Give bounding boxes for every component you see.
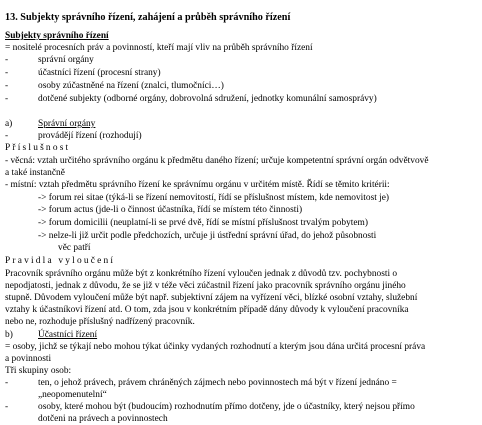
section-b-marker: b): [5, 330, 13, 340]
forum-item: -> forum rei sitae (týká-li se řízení nemovitostí, řídí se příslušnost místem, kde nemovitost je): [38, 193, 390, 203]
paragraph-line: nebo ne, rozhoduje příslušný nadřízený pracovník.: [5, 317, 195, 327]
subjects-heading: Subjekty správního řízení: [5, 31, 109, 41]
list-item: účastníci řízení (procesní strany): [38, 68, 161, 78]
list-item-dash: -: [5, 402, 9, 412]
subjects-definition: = nositelé procesních práv a povinností, kteří mají vliv na průběh správního řízení: [5, 43, 313, 53]
section-a-title: Správní orgány: [38, 119, 96, 129]
forum-item-cont: věc patří: [58, 243, 91, 253]
forum-item: -> nelze-li již určit podle předchozích, určuje ji ústřední správní úřad, do jehož působnosti: [38, 231, 377, 241]
groups-intro: Tři skupiny osob:: [5, 366, 72, 376]
pravidla-heading: Pravidla vyloučení: [5, 256, 116, 266]
group-item-cont: „neopomenutelní“: [38, 390, 107, 400]
group-item: osoby, které mohou být (budoucím) rozhodnutím přímo dotčeny, jde o účastníky, který nejsou přímo: [38, 402, 415, 412]
section-b-definition: = osoby, jichž se týkají nebo mohou týkat účinky vydaných rozhodnutí a kterým jsou dána určitá procesní práva: [5, 342, 426, 352]
list-item-dash: -: [5, 55, 9, 65]
group-item: ten, o jehož právech, právem chráněných zájmech nebo povinnostech má být v řízení jednáno =: [38, 378, 397, 388]
prislusnost-heading: Příslušnost: [5, 143, 71, 153]
list-item-dash: -: [5, 68, 9, 78]
list-item: správní orgány: [38, 55, 94, 65]
forum-item: -> forum actus (jde-li o činnost účastníka, řídí se místem této činnosti): [38, 205, 303, 215]
group-item-cont: dotčeni na právech a povinnostech: [38, 414, 168, 424]
list-item-dash: -: [5, 378, 9, 388]
section-b-title: Účastníci řízení: [38, 330, 98, 340]
forum-item: -> forum domicilii (neuplatní-li se prvé dvě, řídí se místní příslušnost trvalým pobytem): [38, 218, 368, 228]
paragraph-line: stupně. Důvodem vyloučení může být např. subjektivní zájem na vyřízení věci, blízké osobní vztahy, služební: [5, 293, 418, 303]
document-title: 13. Subjekty správního řízení, zahájení a průběh správního řízení: [5, 12, 291, 23]
section-a-marker: a): [5, 119, 13, 129]
paragraph-line: nepodjatosti, jednak z důvodu, že se již v téže věci zúčastnil řízení jako pracovník správního orgánu jiného: [5, 281, 406, 291]
list-item-dash: -: [5, 81, 9, 91]
vecna-line-cont: a také instančně: [5, 168, 65, 178]
list-item-dash: -: [5, 94, 9, 104]
list-item-dash: -: [5, 131, 9, 141]
section-a-item: provádějí řízení (rozhodují): [38, 131, 142, 141]
mistni-line: - místní: vztah předmětu správního řízení ke správnímu orgánu v určitém místě. Řídí se těmito kritérii:: [5, 180, 390, 190]
list-item: dotčené subjekty (odborné orgány, dobrovolná sdružení, jednotky komunální samosprávy): [38, 94, 377, 104]
paragraph-line: vztahy k účastníkovi řízení atd. O tom, zda jsou v konkrétním případě dány důvody k vyloučení pracovníka: [5, 305, 409, 315]
vecna-line: - věcná: vztah určitého správního orgánu k předmětu daného řízení; určuje kompetentní správní orgán odvětvově: [5, 156, 429, 166]
list-item: osoby zúčastněné na řízení (znalci, tlumočníci…): [38, 81, 224, 91]
section-b-definition-cont: a povinnosti: [5, 354, 52, 364]
paragraph-line: Pracovník správního orgánu může být z konkrétního řízení vyloučen jednak z důvodů tzv. pochybnosti o: [5, 269, 398, 279]
